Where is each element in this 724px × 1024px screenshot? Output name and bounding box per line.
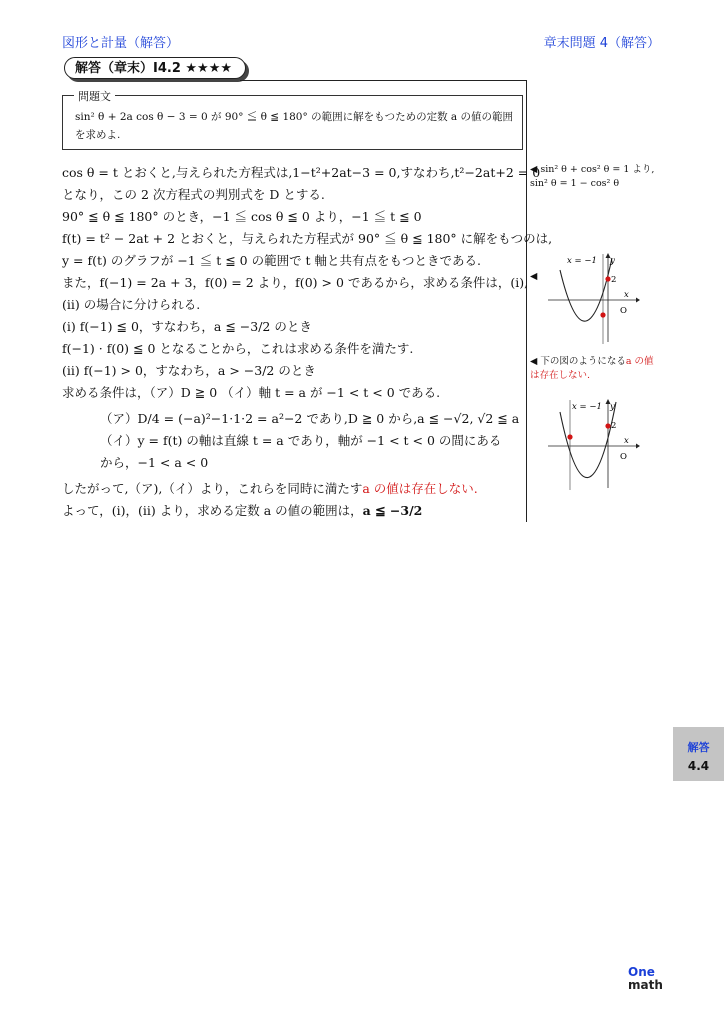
problem-line-1: sin² θ + 2a cos θ − 3 = 0 が 90° ≦ θ ≦ 180° の範囲に解をもつための定数 a の値の範囲 [75, 111, 514, 123]
header-left: 図形と計量（解答） [62, 36, 180, 51]
body-line-3: 90° ≦ θ ≦ 180° のとき，−1 ≦ cos θ ≦ 0 より，−1 ≦ t ≦ 0 [62, 209, 422, 224]
side-note-1 [530, 163, 654, 191]
body-line-16 [62, 501, 422, 519]
side-note-3a: ◀ 下の図のようになる [530, 356, 626, 367]
body-line-11: 求める条件は，（ア）D ≧ 0 （イ）軸 t = a が −1 < t < 0 である. [62, 385, 441, 400]
body-line-2: となり，この 2 次方程式の判別式を D とする. [62, 187, 325, 202]
label-origin: O [620, 306, 627, 316]
side-note-3c: は存在しない. [530, 370, 591, 381]
side-note-3b: a の値 [625, 356, 654, 367]
onemath-logo [628, 966, 663, 992]
label-x-eq: x = −1 [567, 256, 597, 266]
body-line-16-text: よって，(i)，(ii) より，求める定数 a の値の範囲は， [62, 503, 363, 518]
margin-divider [526, 80, 527, 522]
problem-text [75, 108, 515, 144]
parabola [560, 258, 612, 321]
label-origin: O [620, 452, 627, 462]
answer-banner: 解答（章末）I4.2 ★★★★ [64, 57, 246, 79]
problem-line-2: を求めよ. [75, 129, 121, 141]
section-tab [673, 727, 724, 781]
label-x: x [624, 436, 629, 446]
final-answer: a ≦ −3/2 [362, 503, 423, 518]
side-note-3 [530, 355, 654, 383]
side-note-1a: ◀ sin² θ + cos² θ = 1 より, [530, 164, 655, 175]
body-line-13: （イ）y = f(t) の軸は直線 t = a であり，軸が −1 < t < 0 の間にある [100, 433, 502, 448]
problem-label: 問題文 [74, 88, 115, 104]
body-line-15 [62, 479, 478, 497]
body-line-8: (i) f(−1) ≦ 0，すなわち，a ≦ −3/2 のとき [62, 319, 312, 334]
body-line-4: f(t) = t² − 2at + 2 とおくと，与えられた方程式が 90° ≦ θ ≦ 180° に解をもつのは, [62, 231, 553, 246]
x-axis-arrow [636, 444, 640, 449]
body-line-6: また，f(−1) = 2a + 3，f(0) = 2 より，f(0) > 0 であるから，求める条件は，(i), [62, 275, 529, 290]
side-note-2: ◀ [530, 271, 538, 282]
label-y: y [610, 256, 615, 266]
banner-rule [240, 80, 526, 81]
graph-case-ii [548, 398, 640, 490]
side-note-1b: sin² θ = 1 − cos² θ [530, 178, 620, 189]
label-two: 2 [611, 275, 617, 285]
label-x: x [624, 290, 629, 300]
label-x-eq: x = −1 [572, 402, 602, 412]
graph-case-i [548, 252, 640, 344]
body-line-14: から，−1 < a < 0 [100, 455, 209, 470]
header-right: 章末問題 4（解答） [543, 36, 660, 51]
parabola [560, 402, 616, 478]
body-line-15-text: したがって,（ア),（イ）より，これらを同時に満たす [62, 481, 363, 496]
point-f-minus-1 [567, 434, 572, 439]
body-line-1: cos θ = t とおくと,与えられた方程式は,1−t²+2at−3 = 0,すなわち,t²−2at+2 = 0 [62, 165, 541, 180]
x-axis-arrow [636, 298, 640, 303]
point-y-intercept [605, 423, 610, 428]
logo-line-1: One [628, 965, 655, 979]
label-two: 2 [611, 421, 617, 431]
label-y: y [610, 402, 615, 412]
section-tab-label: 解答 [687, 741, 710, 754]
point-f-minus-1 [600, 312, 605, 317]
body-line-7: (ii) の場合に分けられる. [62, 297, 201, 312]
body-line-10: (ii) f(−1) > 0，すなわち，a > −3/2 のとき [62, 363, 316, 378]
logo-line-2: math [628, 978, 663, 992]
body-line-5: y = f(t) のグラフが −1 ≦ t ≦ 0 の範囲で t 軸と共有点をもつときである. [62, 253, 482, 268]
body-line-15-highlight: a の値は存在しない. [362, 481, 478, 496]
point-y-intercept [605, 276, 610, 281]
body-line-12: （ア）D/4 = (−a)²−1·1·2 = a²−2 であり,D ≧ 0 から,a ≦ −√2, √2 ≦ a [100, 411, 520, 426]
section-tab-number: 4.4 [687, 759, 710, 773]
body-line-9: f(−1) · f(0) ≦ 0 となることから，これは求める条件を満たす. [62, 341, 414, 356]
